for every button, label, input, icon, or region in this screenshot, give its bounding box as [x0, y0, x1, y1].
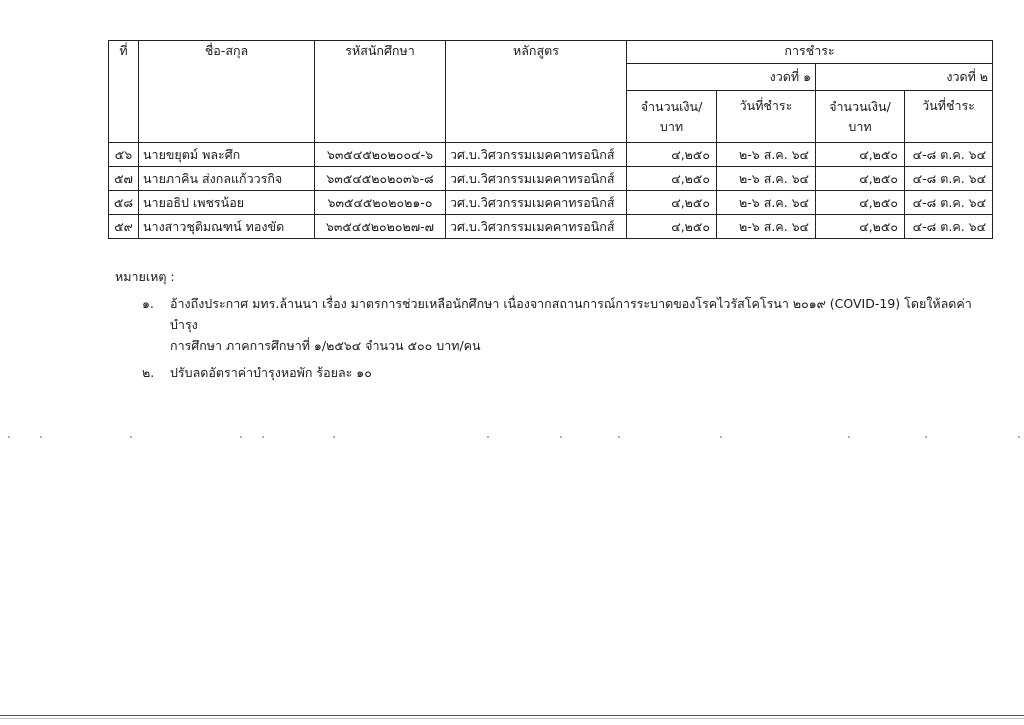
header-spacer — [109, 120, 139, 143]
cell-amount-2: ๔,๒๕๐ — [816, 143, 905, 167]
cell-amount-1: ๔,๒๕๐ — [627, 215, 717, 239]
header-amount-1: จำนวนเงิน/ บาท — [627, 91, 717, 143]
header-no: ที่ — [109, 41, 139, 121]
cell-date-1: ๒-๖ ส.ค. ๖๔ — [717, 191, 816, 215]
cell-amount-1: ๔,๒๕๐ — [627, 191, 717, 215]
cell-name: นางสาวชุติมณฑน์ ทองขัด — [139, 215, 315, 239]
table-row — [109, 143, 993, 167]
cell-student-id: ๖๓๕๔๕๒๐๒๐๐๔-๖ — [315, 143, 446, 167]
note-number: ๒. — [142, 365, 155, 380]
header-program: หลักสูตร — [446, 41, 627, 121]
cell-date-1: ๒-๖ ส.ค. ๖๔ — [717, 167, 816, 191]
header-installment-1: งวดที่ ๑ — [627, 64, 816, 91]
page-edge-line — [0, 718, 1024, 719]
note-item — [142, 293, 990, 356]
cell-date-2: ๔-๘ ต.ค. ๖๔ — [905, 167, 993, 191]
cell-student-id: ๖๓๕๔๕๒๐๒๐๒๑-๐ — [315, 191, 446, 215]
cell-no: ๕๘ — [109, 191, 139, 215]
table-row — [109, 167, 993, 191]
cell-name: นายขยุตม์ พละศึก — [139, 143, 315, 167]
note-text: อ้างถึงประกาศ มทร.ล้านนา เรื่อง มาตรการช่วยเหลือนักศึกษา เนื่องจากสถานการณ์การระบาดของโรคไวรัสโคโรนา ๒๐๑๙ (COVID-19) โดยให้ลดค่าบำรุง การศึกษา ภาคการศึกษาที่ ๑/๒๕๖๔ จำนวน ๕๐๐ บาท/คน — [170, 296, 972, 353]
cell-date-2: ๔-๘ ต.ค. ๖๔ — [905, 215, 993, 239]
cell-program: วศ.บ.วิศวกรรมเมคคาทรอนิกส์ — [446, 215, 627, 239]
notes-section — [115, 266, 990, 383]
header-spacer — [315, 120, 446, 143]
cell-name: นายอธิป เพชรน้อย — [139, 191, 315, 215]
note-number: ๑. — [142, 296, 154, 311]
table-row — [109, 191, 993, 215]
header-spacer — [139, 120, 315, 143]
header-spacer — [446, 120, 627, 143]
header-installment-2: งวดที่ ๒ — [816, 64, 993, 91]
cell-program: วศ.บ.วิศวกรรมเมคคาทรอนิกส์ — [446, 167, 627, 191]
cell-amount-1: ๔,๒๕๐ — [627, 143, 717, 167]
cell-no: ๕๖ — [109, 143, 139, 167]
notes-title: หมายเหตุ : — [115, 269, 175, 284]
note-item — [142, 362, 990, 383]
page-edge-line — [0, 715, 1024, 716]
cell-amount-1: ๔,๒๕๐ — [627, 167, 717, 191]
table-row — [109, 215, 993, 239]
cell-date-1: ๒-๖ ส.ค. ๖๔ — [717, 143, 816, 167]
header-spacer — [905, 120, 993, 143]
header-date-1: วันที่ชำระ — [717, 91, 816, 121]
scan-specks — [0, 436, 1024, 440]
header-date-2: วันที่ชำระ — [905, 91, 993, 121]
cell-student-id: ๖๓๕๔๕๒๐๒๐๒๗-๗ — [315, 215, 446, 239]
cell-date-1: ๒-๖ ส.ค. ๖๔ — [717, 215, 816, 239]
header-amount-2: จำนวนเงิน/ บาท — [816, 91, 905, 143]
cell-amount-2: ๔,๒๕๐ — [816, 167, 905, 191]
cell-amount-2: ๔,๒๕๐ — [816, 191, 905, 215]
cell-name: นายภาคิน ส่งกลแก้ววรกิจ — [139, 167, 315, 191]
payment-table — [108, 40, 993, 239]
cell-no: ๕๙ — [109, 215, 139, 239]
cell-program: วศ.บ.วิศวกรรมเมคคาทรอนิกส์ — [446, 191, 627, 215]
cell-date-2: ๔-๘ ต.ค. ๖๔ — [905, 143, 993, 167]
cell-student-id: ๖๓๕๔๕๒๐๒๐๓๖-๘ — [315, 167, 446, 191]
cell-amount-2: ๔,๒๕๐ — [816, 215, 905, 239]
cell-no: ๕๗ — [109, 167, 139, 191]
header-payment: การชำระ — [627, 41, 993, 64]
cell-date-2: ๔-๘ ต.ค. ๖๔ — [905, 191, 993, 215]
header-name: ชื่อ-สกุล — [139, 41, 315, 121]
header-student-id: รหัสนักศึกษา — [315, 41, 446, 121]
header-spacer — [717, 120, 816, 143]
cell-program: วศ.บ.วิศวกรรมเมคคาทรอนิกส์ — [446, 143, 627, 167]
note-text: ปรับลดอัตราค่าบำรุงหอพัก ร้อยละ ๑๐ — [170, 365, 372, 380]
